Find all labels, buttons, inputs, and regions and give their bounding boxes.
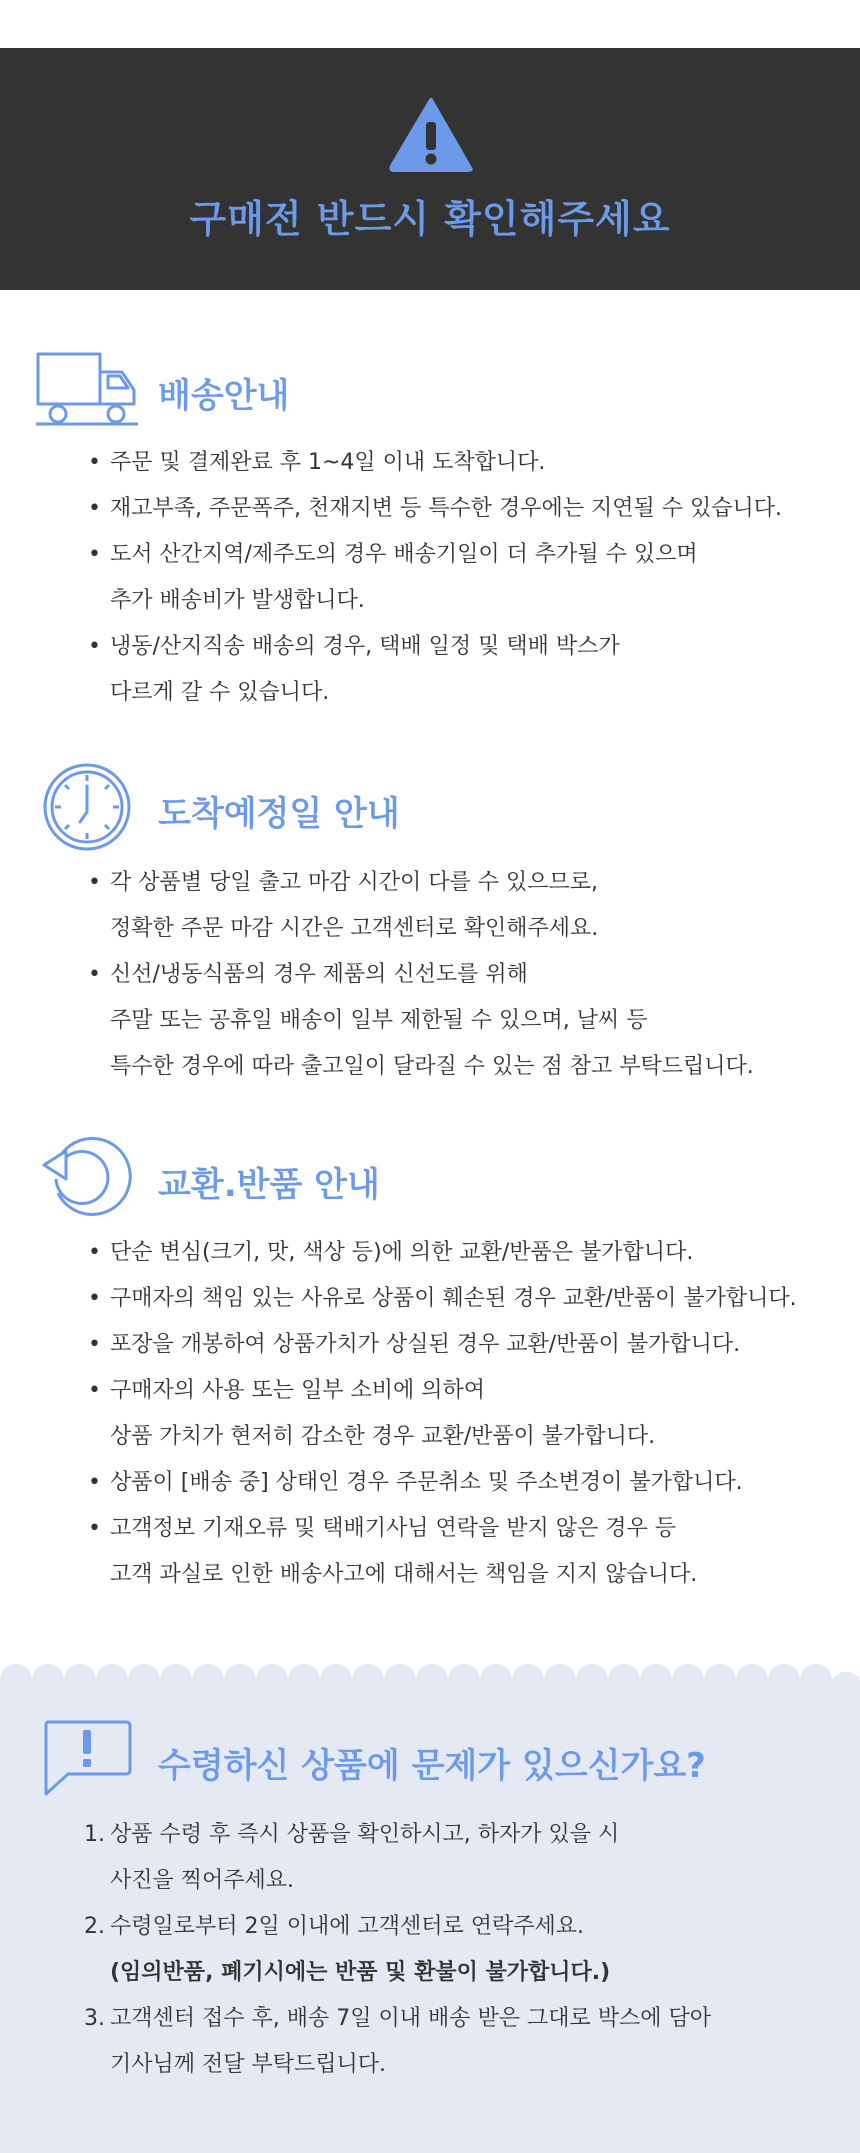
- problem-step-item: [84, 1996, 711, 2088]
- problem-steps-list: [84, 1812, 711, 2088]
- problem-step-line: 기사님께 전달 부탁드립니다.: [110, 2052, 387, 2077]
- arrival-item: [88, 860, 754, 952]
- warning-triangle-icon: [388, 96, 474, 172]
- problem-step-item: [84, 1812, 711, 1904]
- banner-title: 구매전 반드시 확인해주세요: [189, 197, 671, 241]
- returns-item-line: • 포장을 개봉하여 상품가치가 상실된 경우 교환/반품이 불가합니다.: [110, 1332, 741, 1357]
- returns-section-title: 교환.반품 안내: [158, 1165, 380, 1205]
- arrival-item-line: • 신선/냉동식품의 경우 제품의 신선도를 위해: [110, 962, 528, 987]
- arrival-item-line: 정확한 주문 마감 시간은 고객센터로 확인해주세요.: [110, 916, 599, 941]
- problem-step-item: [84, 1904, 711, 1996]
- arrival-item-line: 주말 또는 공휴일 배송이 일부 제한될 수 있으며, 날씨 등: [110, 1008, 648, 1033]
- problem-step-line: 상품 수령 후 즉시 상품을 확인하시고, 하자가 있을 시: [110, 1822, 620, 1847]
- step-number: 3.: [84, 2006, 105, 2031]
- returns-info-list: [88, 1230, 797, 1598]
- arrival-info-list: [88, 860, 754, 1090]
- delivery-item-line: • 도서 산간지역/제주도의 경우 배송기일이 더 추가될 수 있으며: [110, 542, 698, 567]
- problem-section: [0, 1680, 860, 2153]
- problem-step-line: (임의반품, 폐기시에는 반품 및 환불이 불가합니다.): [110, 1960, 611, 1985]
- returns-item-line: • 상품이 [배송 중] 상태인 경우 주문취소 및 주소변경이 불가합니다.: [110, 1470, 743, 1495]
- speech-bubble-exclamation-icon: [42, 1720, 132, 1798]
- scallop-edge: [0, 1664, 860, 1696]
- returns-item-line: • 단순 변심(크기, 맛, 색상 등)에 의한 교환/반품은 불가합니다.: [110, 1240, 694, 1265]
- problem-section-title: 수령하신 상품에 문제가 있으신가요?: [158, 1746, 706, 1786]
- returns-item-line: 상품 가치가 현저히 감소한 경우 교환/반품이 불가합니다.: [110, 1424, 656, 1449]
- delivery-item: [88, 532, 782, 624]
- returns-item-line: • 구매자의 사용 또는 일부 소비에 의하여: [110, 1378, 485, 1403]
- delivery-item: [88, 624, 782, 716]
- problem-step-line: 수령일로부터 2일 이내에 고객센터로 연락주세요.: [110, 1914, 585, 1939]
- delivery-item-line: 추가 배송비가 발생합니다.: [110, 588, 365, 613]
- return-arrow-icon: [40, 1135, 134, 1219]
- delivery-item-line: • 냉동/산지직송 배송의 경우, 택배 일정 및 택배 박스가: [110, 634, 620, 659]
- returns-item: [88, 1230, 797, 1276]
- delivery-item-line: • 주문 및 결제완료 후 1~4일 이내 도착합니다.: [110, 450, 546, 475]
- returns-item: [88, 1322, 797, 1368]
- delivery-section-title: 배송안내: [158, 376, 290, 416]
- delivery-item-line: 다르게 갈 수 있습니다.: [110, 680, 330, 705]
- clock-icon: [42, 762, 132, 852]
- arrival-item: [88, 952, 754, 1090]
- delivery-item: [88, 486, 782, 532]
- returns-item: [88, 1506, 797, 1598]
- returns-item-line: 고객 과실로 인한 배송사고에 대해서는 책임을 지지 않습니다.: [110, 1562, 698, 1587]
- returns-item: [88, 1368, 797, 1460]
- step-number: 1.: [84, 1822, 105, 1847]
- returns-item-line: • 구매자의 책임 있는 사유로 상품이 훼손된 경우 교환/반품이 불가합니다.: [110, 1286, 797, 1311]
- arrival-item-line: 특수한 경우에 따라 출고일이 달라질 수 있는 점 참고 부탁드립니다.: [110, 1054, 754, 1079]
- delivery-info-list: [88, 440, 782, 716]
- problem-step-line: 고객센터 접수 후, 배송 7일 이내 배송 받은 그대로 박스에 담아: [110, 2006, 711, 2031]
- problem-step-line: 사진을 찍어주세요.: [110, 1868, 295, 1893]
- returns-item: [88, 1276, 797, 1322]
- step-number: 2.: [84, 1914, 105, 1939]
- delivery-item: [88, 440, 782, 486]
- arrival-item-line: • 각 상품별 당일 출고 마감 시간이 다를 수 있으므로,: [110, 870, 598, 895]
- arrival-section-title: 도착예정일 안내: [158, 794, 400, 834]
- returns-item: [88, 1460, 797, 1506]
- delivery-item-line: • 재고부족, 주문폭주, 천재지변 등 특수한 경우에는 지연될 수 있습니다.: [110, 496, 782, 521]
- delivery-truck-icon: [36, 352, 138, 426]
- notice-banner: [0, 48, 860, 290]
- returns-item-line: • 고객정보 기재오류 및 택배기사님 연락을 받지 않은 경우 등: [110, 1516, 676, 1541]
